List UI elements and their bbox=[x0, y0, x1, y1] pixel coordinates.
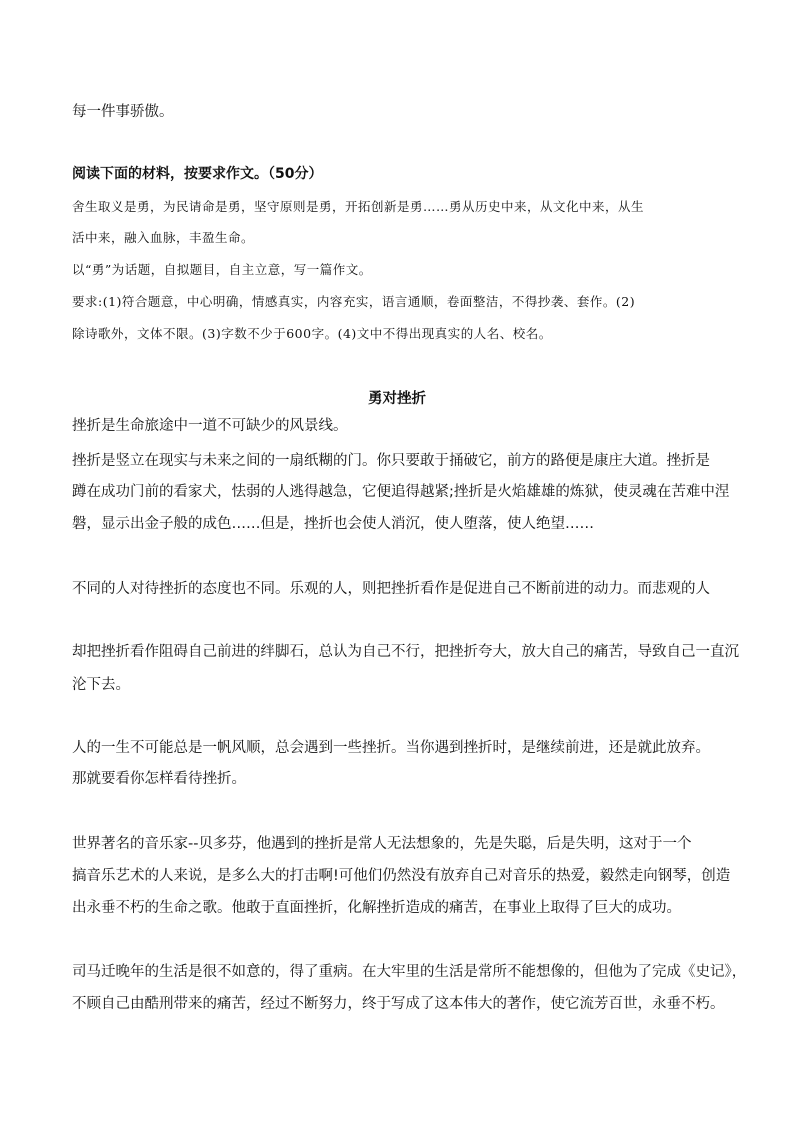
material-line: 活中来，融入血脉，丰盈生命。 bbox=[72, 230, 255, 245]
essay-line: 蹲在成功门前的看家犬，怯弱的人逃得越急，它便追得越紧;挫折是火焰雄雄的炼狱，使灵魂在苦难中涅 bbox=[72, 484, 730, 500]
essay-line: 人的一生不可能总是一帆风顺，总会遇到一些挫折。当你遇到挫折时，是继续前进，还是就此放弃。 bbox=[72, 740, 710, 756]
essay-line: 世界著名的音乐家--贝多芬，他遇到的挫折是常人无法想象的，先是失聪，后是失明，这对于一个 bbox=[72, 836, 692, 852]
essay-line: 搞音乐艺术的人来说，是多么大的打击啊!可他们仍然没有放弃自己对音乐的热爱，毅然走向钢琴，创造 bbox=[72, 868, 731, 884]
essay-line: 却把挫折看作阻碍自己前进的绊脚石，总认为自己不行，把挫折夸大，放大自己的痛苦，导致自己一直沉 bbox=[72, 644, 739, 660]
essay-title: 勇对挫折 bbox=[368, 391, 426, 407]
prompt-heading: 阅读下面的材料，按要求作文。（50分） bbox=[72, 166, 323, 182]
essay-line: 不同的人对待挫折的态度也不同。乐观的人，则把挫折看作是促进自己不断前进的动力。而悲观的人 bbox=[72, 581, 710, 597]
essay-line: 出永垂不朽的生命之歌。他敢于直面挫折，化解挫折造成的痛苦，在事业上取得了巨大的成功。 bbox=[72, 900, 681, 916]
essay-line: 那就要看你怎样看待挫折。 bbox=[72, 771, 246, 787]
essay-line: 不顾自己由酷刑带来的痛苦，经过不断努力，终于写成了这本伟大的著作，使它流芳百世，永垂不朽。 bbox=[72, 996, 725, 1012]
requirements-line: 除诗歌外，文体不限。(3)字数不少于600字。(4)文中不得出现真实的人名、校名。 bbox=[72, 326, 552, 341]
essay-line: 司马迁晚年的生活是很不如意的，得了重病。在大牢里的生活是常所不能想像的，但他为了完成《史记》， bbox=[72, 964, 747, 980]
material-line: 以“勇”为话题，自拟题目，自主立意，写一篇作文。 bbox=[72, 262, 372, 277]
essay-line: 挫折是竖立在现实与未来之间的一扇纸糊的门。你只要敢于捅破它，前方的路便是康庄大道。挫折是 bbox=[72, 453, 710, 469]
material-line: 舍生取义是勇，为民请命是勇，坚守原则是勇，开拓创新是勇……勇从历史中来，从文化中来，从生 bbox=[72, 199, 645, 214]
requirements-line: 要求:(1)符合题意，中心明确，情感真实，内容充实，语言通顺，卷面整洁，不得抄袭、套作。(2) bbox=[72, 294, 636, 309]
essay-line: 挫折是生命旅途中一道不可缺少的风景线。 bbox=[72, 418, 348, 434]
essay-line: 磐，显示出金子般的成色……但是，挫折也会使人消沉，使人堕落，使人绝望…… bbox=[72, 516, 594, 532]
essay-line: 沦下去。 bbox=[72, 677, 130, 693]
carryover-line: 每一件事骄傲。 bbox=[72, 104, 174, 120]
